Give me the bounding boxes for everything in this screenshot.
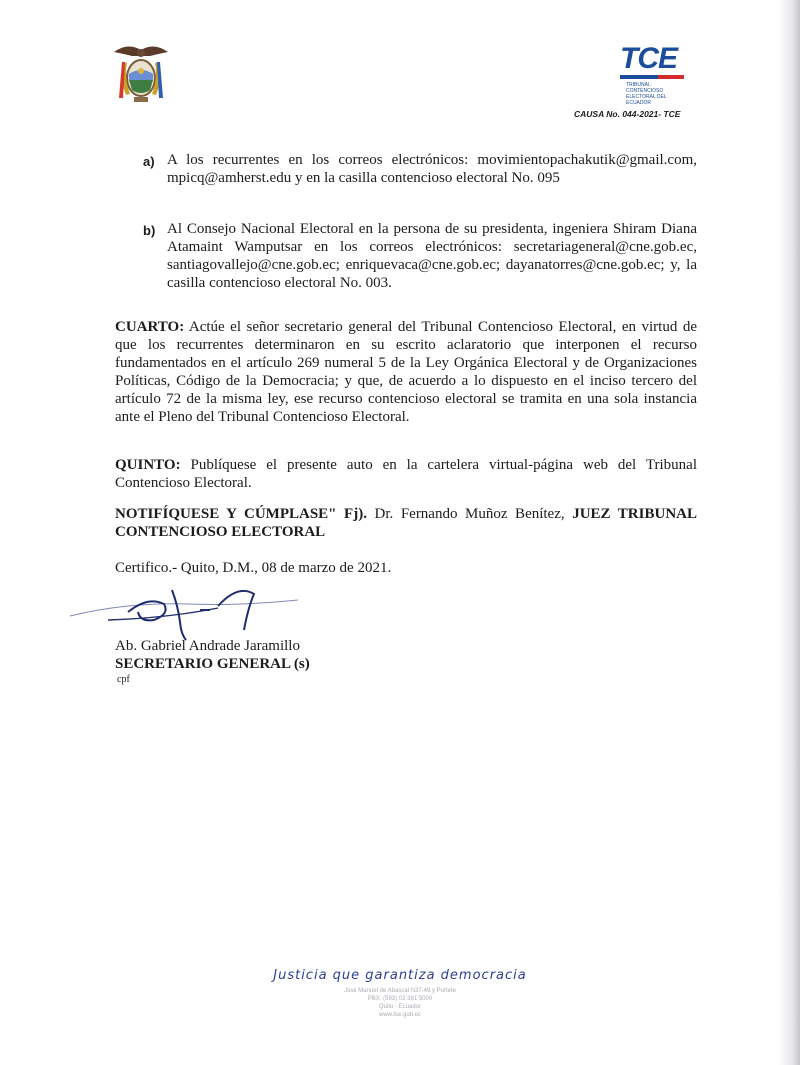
handwritten-signature [68,582,328,642]
item-b-text: Al Consejo Nacional Electoral en la persona de su presidenta, ingeniera Shiram Diana Atamaint Wamputsar en los correos electrónicos: secretariageneral@cne.gob.ec, santiagovallejo@cne.gob.ec; enriquevaca@cne.gob.ec; dayanatorres@cne.gob.ec; y, la casilla contencioso electoral No. 003. [167,221,697,291]
paragraph-notify [115,505,697,541]
notify-judge-title: JUEZ TRIBUNAL CONTENCIOSO ELECTORAL [115,506,697,540]
paragraph-cuarto [115,318,697,426]
footer-address: José Manuel de Abascal N37-49 y Portete [343,988,457,994]
coat-of-arms-icon [110,40,172,110]
certification-line: Certifico.- Quito, D.M., 08 de marzo de 2021. [115,560,392,576]
footer-website: www.tce.gob.ec [378,1012,422,1018]
tce-logo-text: TCE [620,42,677,75]
cuarto-heading: CUARTO: [115,319,185,335]
tce-logo-subtitle: TRIBUNAL CONTENCIOSO ELECTORAL DEL ECUADOR [626,82,667,106]
tce-logo-accent [658,75,684,79]
item-a-text: A los recurrentes en los correos electrónicos: movimientopachakutik@gmail.com, mpicq@amherst.edu y en la casilla contencioso electoral No. 095 [167,152,697,186]
case-number: CAUSA No. 044-2021- TCE [574,109,681,119]
typist-initials: cpf [117,674,130,685]
tce-logo [612,42,692,106]
cuarto-text: Actúe el señor secretario general del Tribunal Contencioso Electoral, en virtud de que los recurrentes determinaron en su escrito aclaratorio que interponen el recurso fundamentados en el artículo 269 numeral 5 de la Ley Orgánica Electoral y de Organizaciones Políticas, Código de la Democracia; y que, de acuerdo a lo dispuesto en el inciso tercero del artículo 72 de la misma ley, ese recurso contencioso electoral se tramita en una sola instancia ante el Pleno del Tribunal Contencioso Electoral. [115,319,697,425]
footer-motto: Justicia que garantiza democracia [273,968,527,983]
quinto-text: Publíquese el presente auto en la cartelera virtual-página web del Tribunal Contencioso Electoral. [115,457,697,491]
signer-title: SECRETARIO GENERAL (s) [115,656,310,672]
item-b-label: b) [143,223,156,238]
notify-judge: Dr. Fernando Muñoz Benítez, [366,506,573,522]
footer-city: Quito - Ecuador [378,1004,422,1010]
paragraph-quinto [115,456,697,492]
quinto-heading: QUINTO: [115,457,181,473]
item-a-label: a) [143,154,155,169]
footer-phone: PBX: (593) 02 381 5000 [367,996,433,1002]
signer-name: Ab. Gabriel Andrade Jaramillo [115,638,300,654]
page-edge-shadow [778,0,800,1065]
notify-heading: NOTIFÍQUESE Y CÚMPLASE" Fj). [115,506,367,522]
